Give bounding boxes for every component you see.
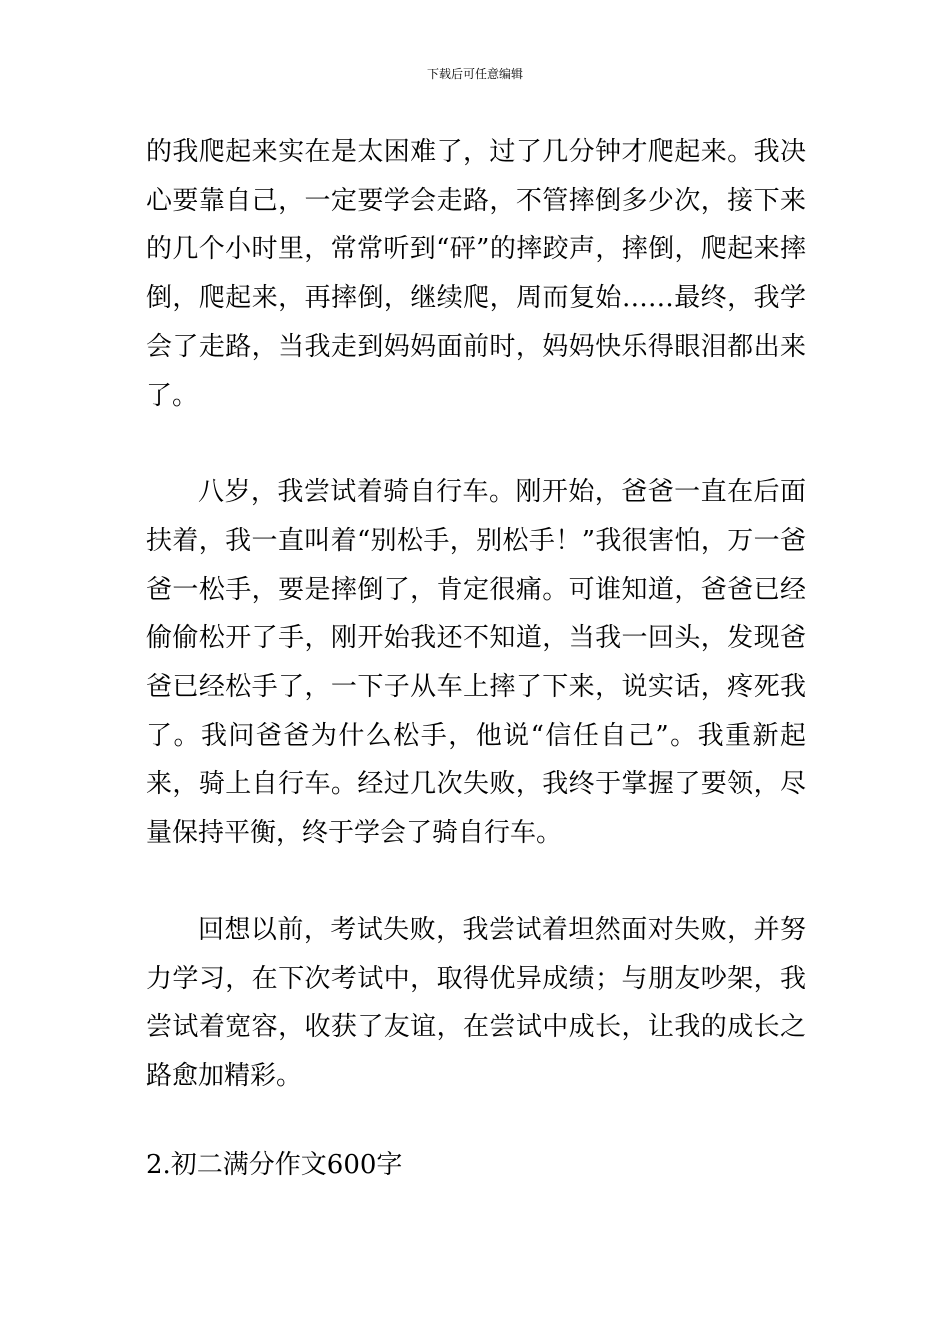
paragraph-gap: [146, 858, 806, 906]
paragraph-gap: [146, 1101, 806, 1141]
page-header: 下载后可任意编辑: [426, 67, 523, 81]
document-body: [146, 128, 806, 1189]
section-heading: 2.初二满分作文600字: [146, 1149, 403, 1180]
paragraph-1: 的我爬起来实在是太困难了，过了几分钟才爬起来。我决心要靠自己，一定要学会走路，不管摔倒多少次，接下来的几个小时里，常常听到“砰”的摔跤声，摔倒，爬起来摔倒，爬起来，再摔倒，继续爬，周而复始……最终，我学会了走路，当我走到妈妈面前时，妈妈快乐得眼泪都出来了。: [146, 137, 806, 411]
paragraph-gap: [146, 420, 806, 468]
paragraph-2: 八岁，我尝试着骑自行车。刚开始，爸爸一直在后面扶着，我一直叫着“别松手，别松手！”我很害怕，万一爸爸一松手，要是摔倒了，肯定很痛。可谁知道，爸爸已经偷偷松开了手，刚开始我还不知道，当我一回头，发现爸爸已经松手了，一下子从车上摔了下来，说实话，疼死我了。我问爸爸为什么松手，他说“信任自己”。我重新起来，骑上自行车。经过几次失败，我终于掌握了要领，尽量保持平衡，终于学会了骑自行车。: [146, 477, 806, 849]
paragraph-3: 回想以前，考试失败，我尝试着坦然面对失败，并努力学习，在下次考试中，取得优异成绩；与朋友吵架，我尝试着宽容，收获了友谊，在尝试中成长，让我的成长之路愈加精彩。: [146, 914, 806, 1091]
